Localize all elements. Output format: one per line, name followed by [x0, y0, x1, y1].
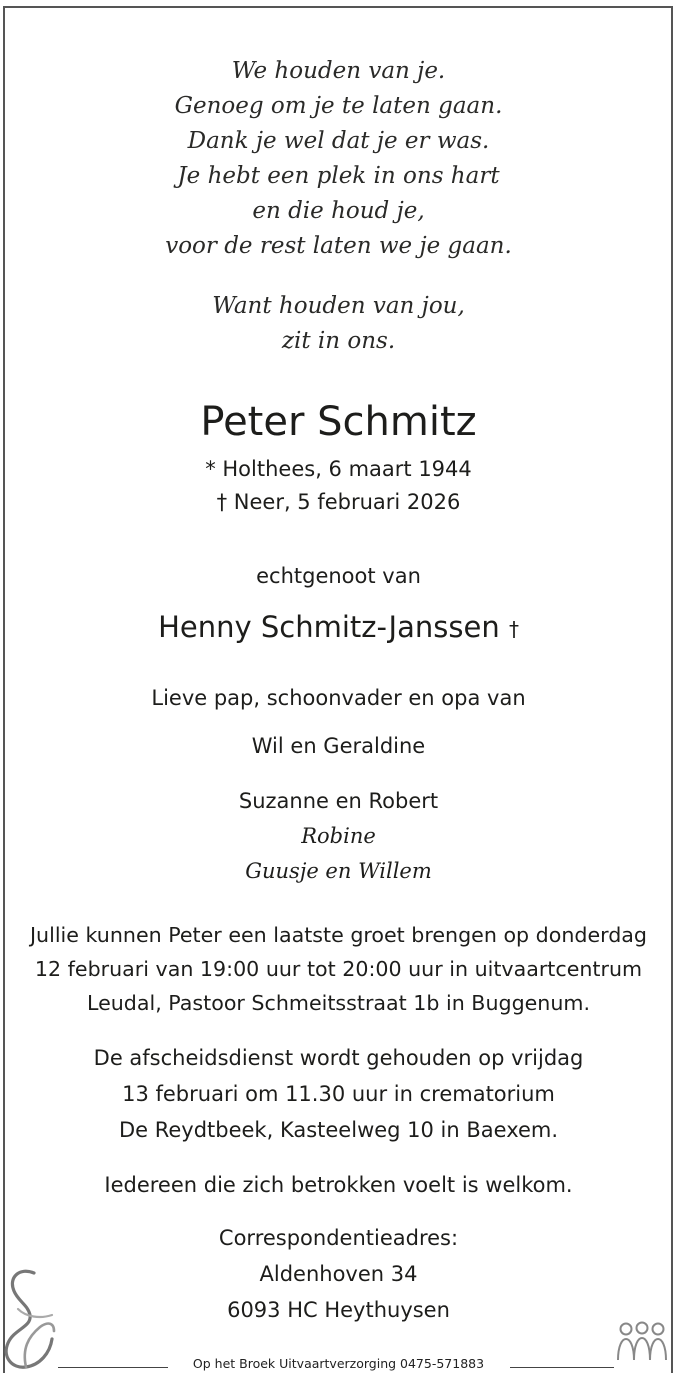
- poem-line: Want houden van jou,: [212, 293, 465, 319]
- welcome-line: Iedereen die zich betrokken voelt is welkom.: [104, 1173, 573, 1197]
- poem-line: Je hebt een plek in ons hart: [177, 163, 500, 189]
- footer-rule-left: [58, 1367, 168, 1368]
- visitation-line: 12 februari van 19:00 uur tot 20:00 uur in uitvaartcentrum: [34, 957, 643, 981]
- poem-line: Genoeg om je te laten gaan.: [174, 93, 503, 119]
- poem: [0, 54, 677, 359]
- family-group-2: Suzanne en Robert: [238, 789, 439, 813]
- visitation-line: Jullie kunnen Peter een laatste groet brengen op donderdag: [29, 923, 647, 947]
- stanza-gap: [0, 264, 677, 289]
- death-line: † Neer, 5 februari 2026: [216, 490, 461, 514]
- poem-line: voor de rest laten we je gaan.: [165, 233, 512, 259]
- dagger-mark: †: [508, 617, 519, 641]
- service-paragraph: [0, 1040, 677, 1148]
- address-label: Correspondentieadres:: [218, 1226, 459, 1250]
- spouse-name: Henny Schmitz-Janssen: [158, 610, 500, 644]
- service-line: 13 februari om 11.30 uur in crematorium: [122, 1082, 555, 1106]
- poem-line: Dank je wel dat je er was.: [187, 128, 490, 154]
- life-dates: [0, 453, 677, 519]
- service-line: De afscheidsdienst wordt gehouden op vrijdag: [93, 1046, 584, 1070]
- address-street: Aldenhoven 34: [259, 1262, 418, 1286]
- spouse-name-row: [0, 606, 677, 650]
- family-figures-icon: [614, 1320, 670, 1364]
- grandchild-2: Guusje en Willem: [245, 859, 432, 883]
- birth-line: * Holthees, 6 maart 1944: [205, 457, 472, 481]
- visitation-line: Leudal, Pastoor Schmeitsstraat 1b in Buggenum.: [86, 991, 591, 1015]
- service-line: De Reydtbeek, Kasteelweg 10 in Baexem.: [118, 1118, 559, 1142]
- relation-label: echtgenoot van: [256, 564, 421, 588]
- poem-line: We houden van je.: [231, 58, 446, 84]
- poem-line: en die houd je,: [252, 198, 425, 224]
- grandchild-1: Robine: [301, 824, 376, 848]
- ampersand-figure-icon: [0, 1265, 62, 1370]
- footer-rule-right: [510, 1367, 614, 1368]
- family-group-1: Wil en Geraldine: [251, 734, 426, 758]
- family-intro: Lieve pap, schoonvader en opa van: [151, 686, 526, 710]
- deceased-name: Peter Schmitz: [200, 399, 477, 445]
- visitation-paragraph: [0, 918, 677, 1020]
- correspondence-address: [0, 1220, 677, 1328]
- address-city: 6093 HC Heythuysen: [227, 1298, 450, 1322]
- poem-line: zit in ons.: [281, 328, 396, 354]
- funeral-director-credit: Op het Broek Uitvaartverzorging 0475-571883: [170, 1356, 507, 1371]
